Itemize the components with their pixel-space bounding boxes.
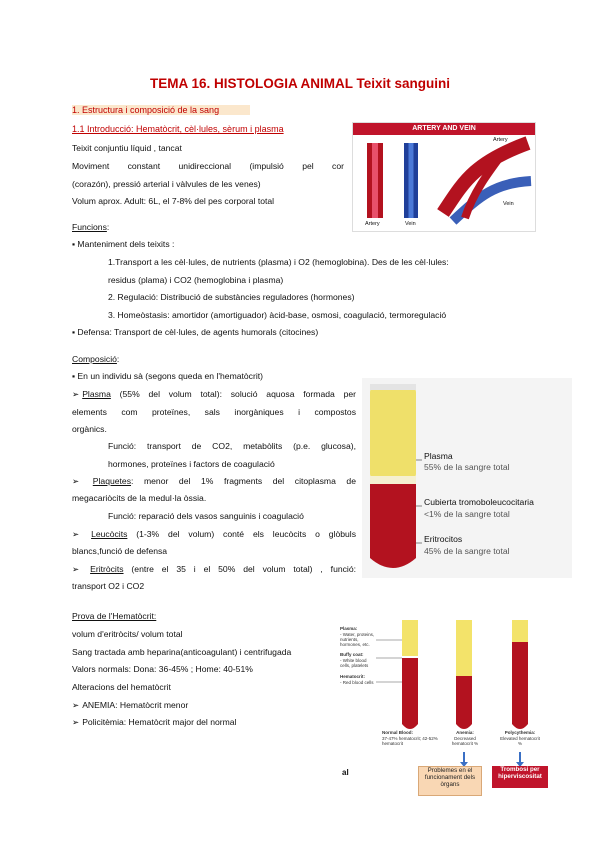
hema-plasma-label: Plasma: — [340, 626, 358, 631]
eritrocits-line: transport O2 i CO2 — [72, 581, 145, 591]
leucocits-line: blancs,funció de defensa — [72, 546, 168, 556]
prova-heading: Prova de l'Hematòcrit: — [72, 611, 157, 621]
funcions-bullet: ▪ Manteniment dels teixits : — [72, 239, 175, 249]
hema-normal-values: 37-47% hematocrit; 42-52% hematocrit — [382, 736, 438, 746]
tube-plasma-sub: 55% de la sangre total — [424, 462, 510, 472]
intro-line: Volum aprox. Adult: 6L, el 7-8% del pes corporal total — [72, 196, 275, 206]
prova-line: Alteracions del hematòcrit — [72, 682, 171, 692]
composicio-heading: Composició: — [72, 354, 120, 364]
vein-caption: Vein — [503, 201, 514, 207]
hema-buffy-label: Buffy coat: — [340, 652, 364, 657]
plasma-line: elements com proteïnes, sals inorgàniques i compostos — [72, 407, 356, 417]
composicio-line: ▪ En un individu sà (segons queda en l'hematòcrit) — [72, 371, 263, 381]
tube-eritro-label: Eritrocitos — [424, 534, 463, 544]
plasma-funcio: hormones, proteïnes i factors de coagulació — [108, 459, 275, 469]
intro-line: Moviment constant unidireccional (impulsió pel cor — [72, 161, 344, 171]
tube-cubierta-sub: <1% de la sangre total — [424, 509, 510, 519]
prova-line: ➢ ANEMIA: Hematòcrit menor — [72, 700, 189, 710]
vein-label: Vein — [405, 221, 416, 227]
hema-poly-desc: Elevated hematocrit % — [500, 736, 540, 746]
intro-line: (corazón), pressió arterial i vàlvules de les venes) — [72, 179, 261, 189]
hema-anemia-label: Anemia: — [456, 730, 474, 735]
tube-cubierta-label: Cubierta tromoboleucocitaria — [424, 497, 534, 507]
plaquetes-funcio: Funció: reparació dels vasos sanguinis i coagulació — [108, 511, 304, 521]
prova-line: volum d'eritròcits/ volum total — [72, 629, 183, 639]
plasma-line: orgànics. — [72, 424, 107, 434]
hematocrit-image — [336, 612, 550, 798]
hema-box-thrombosis: Trombosi per hiperviscositat — [492, 766, 548, 788]
artery-label: Artery — [365, 221, 380, 227]
funcions-bullet: ▪ Defensa: Transport de cèl·lules, de agents humorals (citocines) — [72, 327, 319, 337]
hema-plasma-desc: - Water, proteins, nutrients, hormones, etc. — [340, 632, 375, 647]
artery-caption: Artery — [493, 137, 508, 143]
intro-line: Teixit conjuntiu líquid , tancat — [72, 143, 182, 153]
funcions-heading: Funcions: — [72, 222, 110, 232]
hema-hct-desc: - Red blood cells — [340, 680, 374, 685]
artery-vein-image — [352, 122, 536, 232]
section-heading: 1. Estructura i composició de la sang — [72, 105, 250, 115]
subsection-heading: 1.1 Introducció: Hematòcrit, cèl·lules, sèrum i plasma — [72, 124, 284, 134]
artery-vein-header: ARTERY AND VEIN — [353, 123, 535, 135]
hema-hct-label: Hematocrit: — [340, 674, 366, 679]
hema-normal-label: Normal Blood: — [382, 730, 413, 735]
tube-eritro-sub: 45% de la sangre total — [424, 546, 510, 556]
funcions-item: 3. Homeòstasis: amortidor (amortiguador) àcid-base, osmosi, coagulació, termoregulació — [108, 310, 447, 320]
funcions-item: 2. Regulació: Distribució de substàncies reguladores (hormones) — [108, 292, 355, 302]
hema-poly-label: Polycythemia: — [504, 730, 536, 735]
plasma-line: ➢ Plasma (55% del volum total): solució aquosa formada per — [72, 389, 356, 399]
funcions-item: 1.Transport a les cèl·lules, de nutrients (plasma) i O2 (hemoglobina). Des de les cèl·lules: — [108, 257, 449, 267]
eritrocits-line: ➢ Eritròcits (entre el 35 i el 50% del volum total) , funció: — [72, 564, 356, 574]
blood-tube-image — [362, 378, 572, 578]
funcions-item: residus (plama) i CO2 (hemoglobina i plasma) — [108, 275, 284, 285]
tube-plasma-label: Plasma — [424, 451, 453, 461]
plasma-funcio: Funció: transport de CO2, metabòlits (p.e. glucosa), — [108, 441, 356, 451]
hema-box-organs: Problemes en el funcionament dels òrgans — [418, 766, 482, 796]
plaquetes-line: megacariòcits de la medul·la òssia. — [72, 493, 207, 503]
hema-buffy-desc: - White blood cells, platelets — [340, 658, 369, 668]
page-title: TEMA 16. HISTOLOGIA ANIMAL Teixit sanguini — [149, 76, 451, 91]
prova-line: ➢ Policitèmia: Hematòcrit major del normal — [72, 717, 237, 727]
prova-line: Sang tractada amb heparina(anticoagulant) i centrifugada — [72, 647, 292, 657]
hema-anemia-desc: Decreased hematocrit % — [451, 736, 479, 746]
leucocits-line: ➢ Leucòcits (1-3% del volum) conté els leucòcits o glòbuls — [72, 529, 356, 539]
footer-text: al — [342, 768, 349, 777]
prova-line: Valors normals: Dona: 36-45% ; Home: 40-51% — [72, 664, 253, 674]
plaquetes-line: ➢ Plaquetes: menor del 1% fragments del citoplasma de — [72, 476, 356, 486]
